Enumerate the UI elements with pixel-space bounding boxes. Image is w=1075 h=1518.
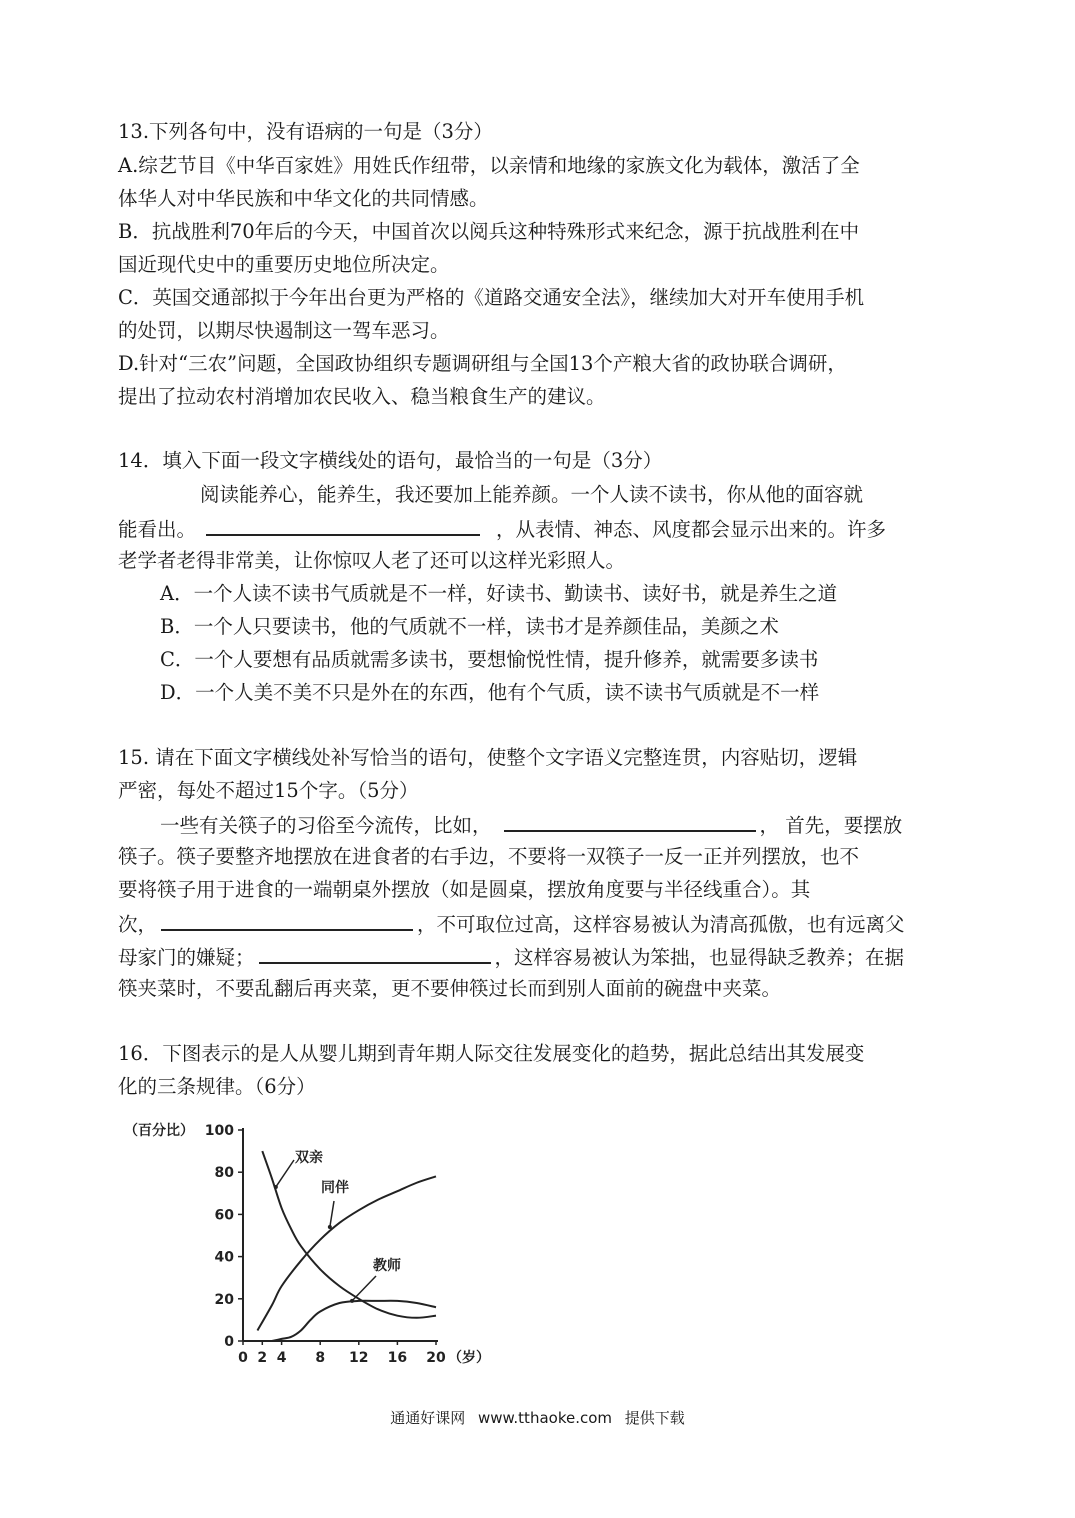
x-tick-label: 8 [315,1350,326,1366]
q15-answer-blank-1 [504,810,756,832]
q14-passage-line2 [118,514,886,544]
q13-option-b-line1: B．抗战胜利70年后的今天，中国首次以阅兵这种特殊形式来纪念，源于抗战胜利在中 [118,220,860,243]
interaction-trend-chart [118,1112,498,1374]
q15-passage-line3: 要将筷子用于进食的一端朝桌外摆放（如是圆桌，摆放角度要与半径线重合）。其 [118,878,811,901]
series-leader-teachers [352,1276,376,1301]
series-leader-tip-peers [328,1225,332,1229]
footer-url: www.tthaoke.com [477,1409,613,1427]
q15-title-line2: 严密，每处不超过15个字。（5分） [118,779,419,802]
q14-passage-line2-end: ，从表情、神态、风度都会显示出来的。许多 [496,518,887,541]
x-tick-label: 0 [238,1350,248,1366]
q15-title-line1: 15. 请在下面文字横线处补写恰当的语句，使整个文字语义完整连贯，内容贴切，逻辑 [118,746,858,769]
series-label-peers: 同伴 [321,1180,349,1196]
q15-passage-line4-start: 次， [118,913,158,936]
y-tick-label: 0 [224,1334,234,1350]
y-tick-label: 60 [214,1207,234,1224]
q13-option-c-line1: C．英国交通部拟于今年出台更为严格的《道路交通安全法》，继续加大对开车使用手机 [118,286,865,309]
x-axis-label: （岁） [448,1350,490,1366]
x-tick-label: 4 [276,1350,287,1366]
x-tick-label: 2 [257,1350,268,1366]
q13-option-d-line1: D.针对“三农”问题，全国政协组织专题调研组与全国13个产粮大省的政协联合调研， [118,352,847,375]
series-leader-tip-parents [274,1185,278,1189]
q13-title: 13.下列各句中，没有语病的一句是（3分） [118,120,493,143]
y-tick-label: 100 [204,1123,234,1139]
q14-option-d: D．一个人美不美不只是外在的东西，他有个气质，读不读书气质就是不一样 [160,681,820,704]
q13-option-b-line2: 国近现代史中的重要历史地位所决定。 [118,253,450,276]
y-tick-label: 80 [214,1165,234,1182]
series-line-teachers [272,1301,436,1341]
series-leader-tip-teachers [350,1299,354,1303]
q16-title-line2: 化的三条规律。（6分） [118,1075,316,1098]
series-label-parents: 双亲 [295,1150,323,1166]
q15-passage-line1 [160,810,902,840]
footer-note: 提供下载 [624,1409,685,1427]
q14-option-a: A．一个人读不读书气质就是不一样，好读书、勤读书、读好书，就是养生之道 [160,582,838,605]
q15-passage-line6: 筷夹菜时，不要乱翻后再夹菜，更不要伸筷过长而到别人面前的碗盘中夹菜。 [118,977,782,1000]
page-footer [0,1407,1075,1428]
q13-option-a-line2: 体华人对中华民族和中华文化的共同情感。 [118,187,489,210]
q15-passage-line1-end: ， 首先，要摆放 [759,814,903,837]
q15-passage-line5-start: 母家门的嫌疑； [118,946,255,969]
y-tick-label: 40 [214,1249,234,1266]
series-line-parents [262,1151,436,1318]
y-tick-label: 20 [214,1291,234,1308]
series-line-peers [257,1176,436,1330]
q13-option-a-line1: A.综艺节目《中华百家姓》用姓氏作纽带，以亲情和地缘的家族文化为载体，激活了全 [118,154,860,177]
x-tick-label: 12 [349,1350,369,1366]
q15-answer-blank-3 [259,942,491,964]
series-leader-peers [330,1201,334,1227]
q15-passage-line4 [118,909,905,939]
q14-answer-blank [206,514,480,536]
series-label-teachers: 教师 [373,1258,401,1274]
q15-passage-line5-end: ，这样容易被认为笨拙，也显得缺乏教养；在据 [494,946,905,969]
q15-passage-line2: 筷子。筷子要整齐地摆放在进食者的右手边，不要将一双筷子一反一正并列摆放，也不 [118,845,860,868]
q15-passage-line5 [118,942,904,972]
q13-option-d-line2: 提出了拉动农村消增加农民收入、稳当粮食生产的建议。 [118,385,606,408]
footer-site-name: 通通好课网 [390,1409,466,1427]
series-leader-parents [276,1160,294,1187]
q15-passage-line4-end: ，不可取位过高，这样容易被认为清高孤傲，也有远离父 [417,913,905,936]
q13-option-c-line2: 的处罚，以期尽快遏制这一驾车恶习。 [118,319,450,342]
x-tick-label: 20 [426,1350,446,1366]
y-axis-label: （百分比） [124,1123,194,1139]
q15-answer-blank-2 [161,909,413,931]
q14-title: 14．填入下面一段文字横线处的语句，最恰当的一句是（3分） [118,449,663,472]
x-tick-label: 16 [387,1350,408,1366]
q16-title-line1: 16．下图表示的是人从婴儿期到青年期人际交往发展变化的趋势，据此总结出其发展变 [118,1042,865,1065]
q14-passage-line2-start: 能看出。 [118,518,197,541]
q14-passage-line3: 老学者老得非常美，让你惊叹人老了还可以这样光彩照人。 [118,549,626,572]
q14-passage-line1: 阅读能养心，能养生，我还要加上能养颜。一个人读不读书，你从他的面容就 [200,483,864,506]
q14-option-c: C．一个人要想有品质就需多读书，要想愉悦性情，提升修养，就需要多读书 [160,648,819,671]
q14-option-b: B．一个人只要读书，他的气质就不一样，读书才是养颜佳品，美颜之术 [160,615,779,638]
q15-passage-line1-start: 一些有关筷子的习俗至今流传，比如， [160,814,492,837]
